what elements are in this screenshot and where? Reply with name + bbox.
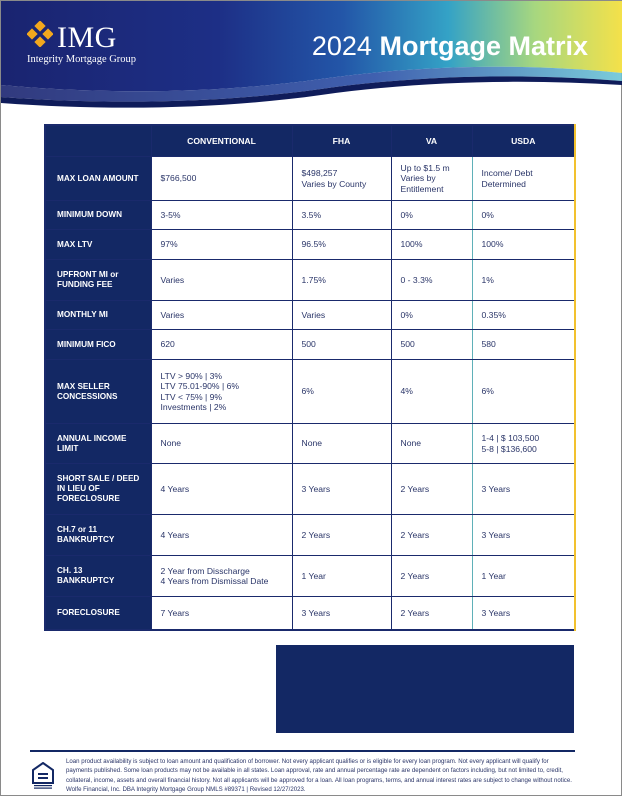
cell-usda: 3 Years [472, 464, 575, 515]
table-row [45, 301, 575, 330]
logo-name: IMG [57, 21, 117, 54]
cell-conventional: 97% [151, 230, 292, 260]
table-row [45, 360, 575, 424]
cell-fha: $498,257 Varies by County [292, 157, 391, 201]
cell-conventional: 4 Years [151, 464, 292, 515]
cell-fha: 3 Years [292, 597, 391, 630]
row-label: MINIMUM DOWN [45, 201, 151, 230]
table-header-row [45, 125, 575, 157]
logo-subtitle: Integrity Mortgage Group [27, 54, 137, 65]
header-banner [1, 1, 622, 119]
row-label: UPFRONT MI or FUNDING FEE [45, 260, 151, 301]
row-label: CH. 13 BANKRUPTCY [45, 556, 151, 597]
page-title [312, 29, 588, 63]
row-label: CH.7 or 11 BANKRUPTCY [45, 515, 151, 556]
row-label: MAX LTV [45, 230, 151, 260]
row-label: MAX LOAN AMOUNT [45, 157, 151, 201]
legal-disclaimer: Loan product availability is subject to loan amount and qualification of borrower. Not every applicant qualifies or is eligible for every loan program. Not every applicant will qualify for payments published. Some loan products may not be available in all states. Loan approval, rate and annual percentage rate are dependent on factors including, but not limited to, credit, collateral, income, assets and overall financial history. Not all applicants will be approved for a loan. All loan programs, terms, and annual interest rates are subject to change without notice. Wolfe Financial, Inc. DBA Integrity Mortgage Group NMLS #89371 | Revised 12/27/2023. [66, 758, 572, 794]
column-header-va: VA [391, 125, 472, 157]
cell-va: 2 Years [391, 597, 472, 630]
mortgage-matrix-table [44, 124, 576, 631]
cell-conventional: 7 Years [151, 597, 292, 630]
table-row [45, 230, 575, 260]
cell-conventional: 4 Years [151, 515, 292, 556]
title-year: 2024 [311, 31, 372, 61]
cell-conventional: Varies [151, 301, 292, 330]
cell-va: 500 [391, 330, 472, 360]
row-label: FORECLOSURE [45, 597, 151, 630]
cell-usda: 3 Years [472, 515, 575, 556]
cell-usda: 100% [472, 230, 575, 260]
column-header-usda: USDA [472, 125, 575, 157]
cell-fha: 96.5% [292, 230, 391, 260]
cell-conventional: None [151, 424, 292, 464]
row-label: MONTHLY MI [45, 301, 151, 330]
column-header-fha: FHA [292, 125, 391, 157]
diamond-logo-icon [27, 21, 53, 47]
cell-fha: 1.75% [292, 260, 391, 301]
cell-fha: 3 Years [292, 464, 391, 515]
table-row [45, 260, 575, 301]
cell-fha: 1 Year [292, 556, 391, 597]
company-logo [27, 21, 167, 71]
cell-conventional: 3-5% [151, 201, 292, 230]
table-body [45, 157, 575, 630]
table-row [45, 556, 575, 597]
contact-info-box [276, 645, 574, 733]
cell-va: 100% [391, 230, 472, 260]
table-row [45, 157, 575, 201]
cell-usda: 0.35% [472, 301, 575, 330]
table-row [45, 597, 575, 630]
row-label: MINIMUM FICO [45, 330, 151, 360]
column-header-conventional: CONVENTIONAL [151, 125, 292, 157]
cell-conventional: 2 Year from Disscharge 4 Years from Dismissal Date [151, 556, 292, 597]
row-label: MAX SELLER CONCESSIONS [45, 360, 151, 424]
footer-divider [30, 750, 575, 752]
cell-va: 2 Years [391, 556, 472, 597]
cell-usda: 0% [472, 201, 575, 230]
equal-housing-opportunity-icon [32, 762, 54, 790]
cell-usda: 1-4 | $ 103,500 5-8 | $136,600 [472, 424, 575, 464]
cell-va: 0% [391, 301, 472, 330]
cell-va: Up to $1.5 m Varies by Entitlement [391, 157, 472, 201]
cell-usda: 1% [472, 260, 575, 301]
table-row [45, 464, 575, 515]
cell-fha: Varies [292, 301, 391, 330]
table-row [45, 424, 575, 464]
title-main: Mortgage Matrix [379, 31, 588, 61]
cell-fha: None [292, 424, 391, 464]
cell-conventional: $766,500 [151, 157, 292, 201]
cell-usda: 6% [472, 360, 575, 424]
cell-va: None [391, 424, 472, 464]
row-label: ANNUAL INCOME LIMIT [45, 424, 151, 464]
cell-va: 2 Years [391, 464, 472, 515]
cell-va: 4% [391, 360, 472, 424]
cell-va: 2 Years [391, 515, 472, 556]
cell-va: 0% [391, 201, 472, 230]
cell-usda: 1 Year [472, 556, 575, 597]
cell-usda: 580 [472, 330, 575, 360]
cell-fha: 500 [292, 330, 391, 360]
table-corner-cell [45, 125, 151, 157]
table-row [45, 330, 575, 360]
cell-fha: 2 Years [292, 515, 391, 556]
cell-usda: Income/ Debt Determined [472, 157, 575, 201]
cell-fha: 3.5% [292, 201, 391, 230]
row-label: SHORT SALE / DEED IN LIEU OF FORECLOSURE [45, 464, 151, 515]
cell-fha: 6% [292, 360, 391, 424]
table-row [45, 201, 575, 230]
cell-usda: 3 Years [472, 597, 575, 630]
table-row [45, 515, 575, 556]
cell-conventional: LTV > 90% | 3% LTV 75.01-90% | 6% LTV < 75% | 9% Investments | 2% [151, 360, 292, 424]
cell-va: 0 - 3.3% [391, 260, 472, 301]
cell-conventional: Varies [151, 260, 292, 301]
cell-conventional: 620 [151, 330, 292, 360]
